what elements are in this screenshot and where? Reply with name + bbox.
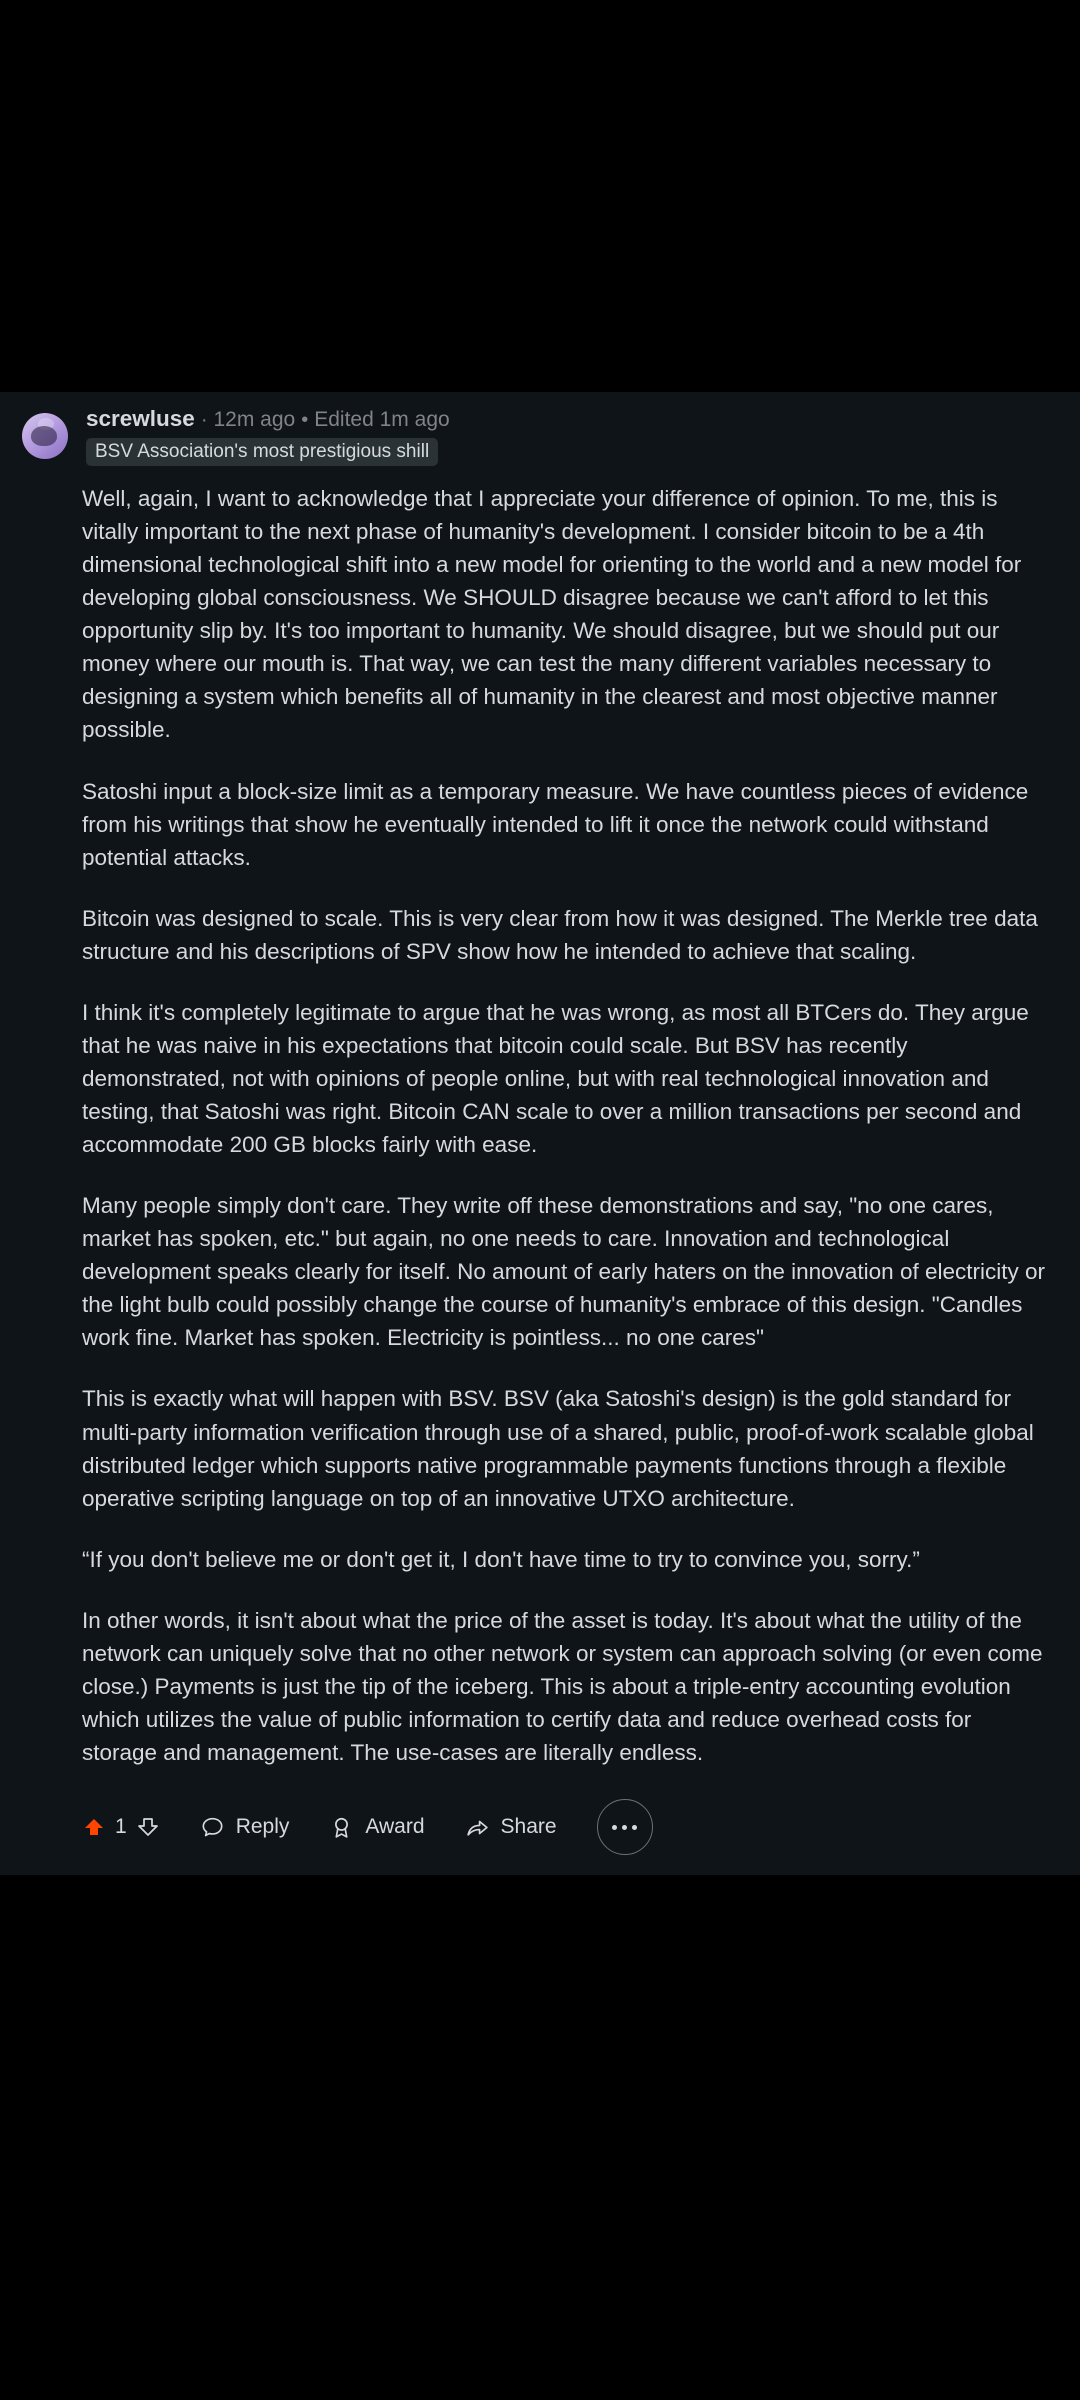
comment-paragraph: This is exactly what will happen with BSV. BSV (aka Satoshi's design) is the gold standard for multi-party information verification through use of a shared, public, proof-of-work scalable global distributed ledger which supports native programmable payments functions through a flexible operative scripting language on top of an innovative UTXO architecture. <box>82 1386 1034 1511</box>
award-badge-icon <box>329 1815 354 1840</box>
award-button[interactable] <box>329 1815 424 1840</box>
share-label: Share <box>500 1815 557 1839</box>
award-label: Award <box>365 1815 425 1839</box>
comment-paragraph: In other words, it isn't about what the price of the asset is today. It's about what the utility of the network can uniquely solve that no other network or system can approach solving (or even come close.) Payments is just the tip of the iceberg. This is about a triple-entry accounting evolution which utilizes the value of public information to certify data and reduce overhead costs for storage and management. The use-cases are literally endless. <box>82 1607 1043 1765</box>
comment-card <box>0 392 1080 1875</box>
byline <box>86 406 450 466</box>
comment-body <box>0 466 1080 1769</box>
comment-paragraph: Well, again, I want to acknowledge that I appreciate your difference of opinion. To me, this is vitally important to the next phase of humanity's development. I consider bitcoin to be a 4th dimensional technological shift into a new model for orienting to the world and a new model for developing global consciousness. We SHOULD disagree because we can't afford to let this opportunity slip by. It's too important to humanity. We should disagree, but we should put our money where our mouth is. That way, we can test the many different variables necessary to designing a system which benefits all of humanity in the clearest and most objective manner possible. <box>82 486 1022 743</box>
byline-separator-2: • <box>301 409 309 431</box>
comment-paragraph: I think it's completely legitimate to argue that he was wrong, as most all BTCers do. They argue that he was naive in his expectations that bitcoin could scale. But BSV has recently demonstrated, not with opinions of people online, but with real technological innovation and testing, that Satoshi was right. Bitcoin CAN scale to over a million transactions per second and accommodate 200 GB blocks fairly with ease. <box>82 999 1029 1158</box>
comment-header <box>0 392 1080 466</box>
comment-author[interactable]: screwluse <box>86 406 195 431</box>
byline-top <box>86 406 450 432</box>
upvote-arrow-icon[interactable] <box>82 1815 106 1839</box>
avatar[interactable] <box>22 413 68 459</box>
comment-action-bar <box>0 1769 1080 1855</box>
comment-timestamp: 12m ago <box>213 408 296 431</box>
more-options-icon-dot-2 <box>622 1825 627 1830</box>
more-options-icon-dot-3 <box>632 1825 637 1830</box>
downvote-arrow-icon[interactable] <box>136 1815 160 1839</box>
vote-score: 1 <box>115 1815 127 1839</box>
comment-paragraph: “If you don't believe me or don't get it, I don't have time to try to convince you, sorry.” <box>82 1546 920 1572</box>
author-flair: BSV Association's most prestigious shill <box>86 438 438 466</box>
comment-edited-label: Edited 1m ago <box>314 408 450 431</box>
comment-paragraph: Satoshi input a block-size limit as a temporary measure. We have countless pieces of evidence from his writings that show he eventually intended to lift it once the network could withstand potential attacks. <box>82 778 1029 870</box>
author-flair-row <box>86 438 450 466</box>
more-options-button[interactable] <box>597 1799 653 1855</box>
byline-separator: · <box>200 409 208 431</box>
vote-group <box>82 1815 160 1839</box>
reply-button[interactable] <box>200 1815 290 1840</box>
reply-label: Reply <box>235 1815 290 1839</box>
comment-bubble-icon <box>200 1815 225 1840</box>
share-button[interactable] <box>465 1815 557 1840</box>
share-arrow-icon <box>465 1815 490 1840</box>
comment-paragraph: Many people simply don't care. They write off these demonstrations and say, "no one cares, market has spoken, etc." but again, no one needs to care. Innovation and technological development speaks clearly for itself. No amount of early haters on the innovation of electricity or the light bulb could possibly change the course of humanity's embrace of this design. "Candles work fine. Market has spoken. Electricity is pointless... no one cares" <box>82 1193 1045 1351</box>
more-options-icon <box>612 1825 617 1830</box>
comment-paragraph: Bitcoin was designed to scale. This is very clear from how it was designed. The Merkle tree data structure and his descriptions of SPV show how he intended to achieve that scaling. <box>82 905 1038 964</box>
